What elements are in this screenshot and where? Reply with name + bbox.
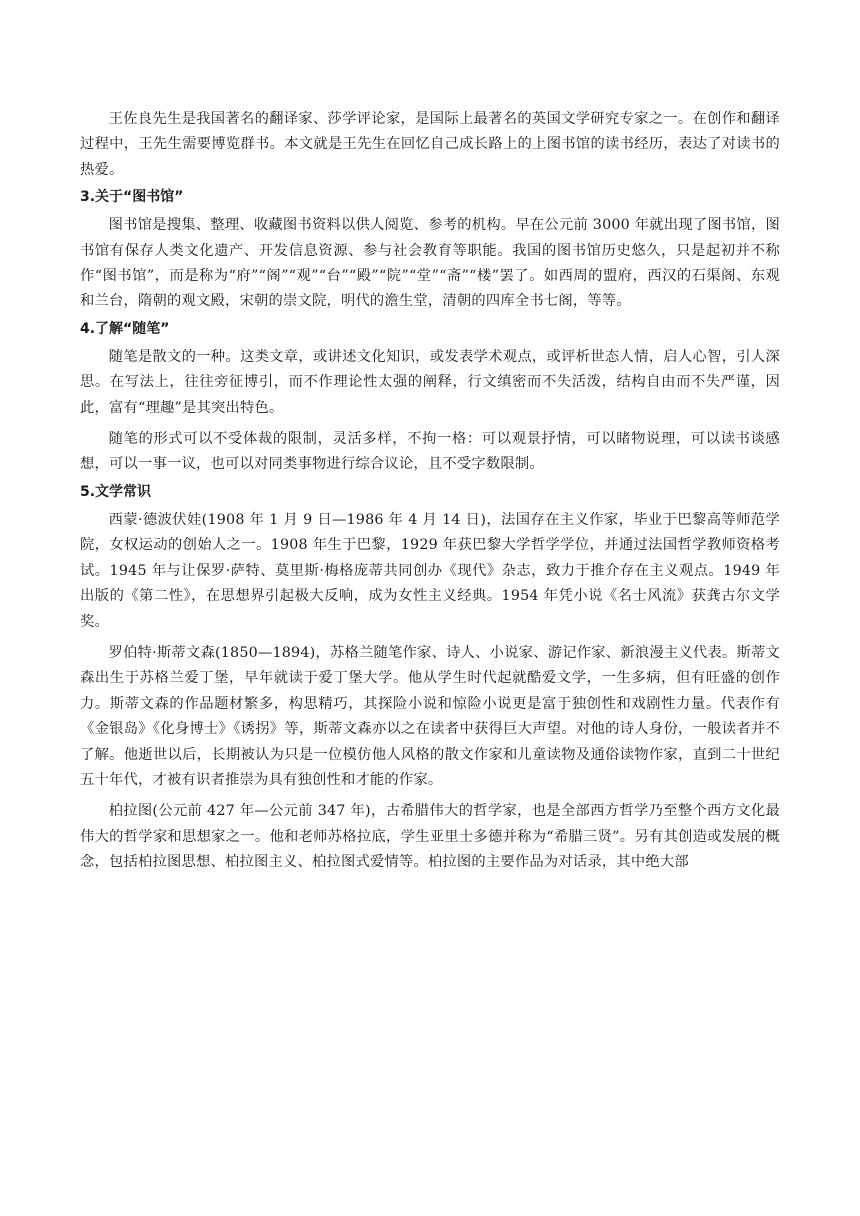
plato-paragraph: 柏拉图(公元前 427 年—公元前 347 年)，古希腊伟大的哲学家，也是全部西方哲学乃至整个西方文化最伟大的哲学家和思想家之一。他和老师苏格拉底，学生亚里士多德并称为“希腊三贤”。另有其创造或发展的概念，包括柏拉图思想、柏拉图主义、柏拉图式爱情等。柏拉图的主要作品为对话录，其中绝大部 — [80, 803, 780, 871]
beauvoir-paragraph: 西蒙·德波伏娃(1908 年 1 月 9 日—1986 年 4 月 14 日)，法国存在主义作家，毕业于巴黎高等师范学院，女权运动的创始人之一。1908 年生于巴黎，1929 年获巴黎大学哲学学位，并通过法国哲学教师资格考试。1945 年与让保罗·萨特、莫里斯·梅格庞蒂共同创办《现代》杂志，致力于推介存在主义观点。1949 年出版的《第二性》，在思想界引起极大反响，成为女性主义经典。1954 年凭小说《名士风流》获龚古尔文学奖。 — [80, 511, 780, 630]
library-paragraph: 图书馆是搜集、整理、收藏图书资料以供人阅览、参考的机构。早在公元前 3000 年就出现了图书馆，图书馆有保存人类文化遗产、开发信息资源、参与社会教育等职能。我国的图书馆历史悠久，只是起初并不称作“图书馆”，而是称为“府”“阁”“观”“台”“殿”“院”“堂”“斋”“楼”罢了。如西周的盟府，西汉的石渠阁、东观和兰台，隋朝的观文殿，宋朝的崇文院，明代的澹生堂，清朝的四库全书七阁，等等。 — [80, 217, 780, 310]
intro-paragraph: 王佐良先生是我国著名的翻译家、莎学评论家，是国际上最著名的英国文学研究专家之一。在创作和翻译过程中，王先生需要博览群书。本文就是王先生在回忆自己成长路上的上图书馆的读书经历，表达了对读书的热爱。 — [80, 111, 780, 178]
document-page — [80, 107, 780, 876]
stevenson-paragraph: 罗伯特·斯蒂文森(1850—1894)，苏格兰随笔作家、诗人、小说家、游记作家、新浪漫主义代表。斯蒂文森出生于苏格兰爱丁堡，早年就读于爱丁堡大学。他从学生时代起就酷爱文学，一生多病，但有旺盛的创作力。斯蒂文森的作品题材繁多，构思精巧，其探险小说和惊险小说更是富于独创性和戏剧性力量。代表作有《金银岛》《化身博士》《诱拐》等，斯蒂文森亦以之在读者中获得巨大声望。对他的诗人身份，一般读者并不了解。他逝世以后，长期被认为只是一位模仿他人风格的散文作家和儿童读物及通俗读物作家，直到二十世纪五十年代，才被有识者推崇为具有独创性和才能的作家。 — [80, 644, 780, 788]
essay-paragraph-2: 随笔的形式可以不受体裁的限制，灵活多样，不拘一格：可以观景抒情，可以睹物说理，可以读书谈感想，可以一事一议，也可以对同类事物进行综合议论，且不受字数限制。 — [80, 431, 780, 473]
essay-paragraph-1: 随笔是散文的一种。这类文章，或讲述文化知识，或发表学术观点，或评析世态人情，启人心智，引人深思。在写法上，往往旁征博引，而不作理论性太强的阐释，行文缜密而不失活泼，结构自由而不失严谨，因此，富有“理趣”是其突出特色。 — [80, 348, 780, 416]
section-heading-essay: 4.了解“随笔” — [80, 320, 170, 337]
section-heading-literature: 5.文学常识 — [80, 483, 152, 500]
section-heading-library: 3.关于“图书馆” — [80, 189, 184, 206]
